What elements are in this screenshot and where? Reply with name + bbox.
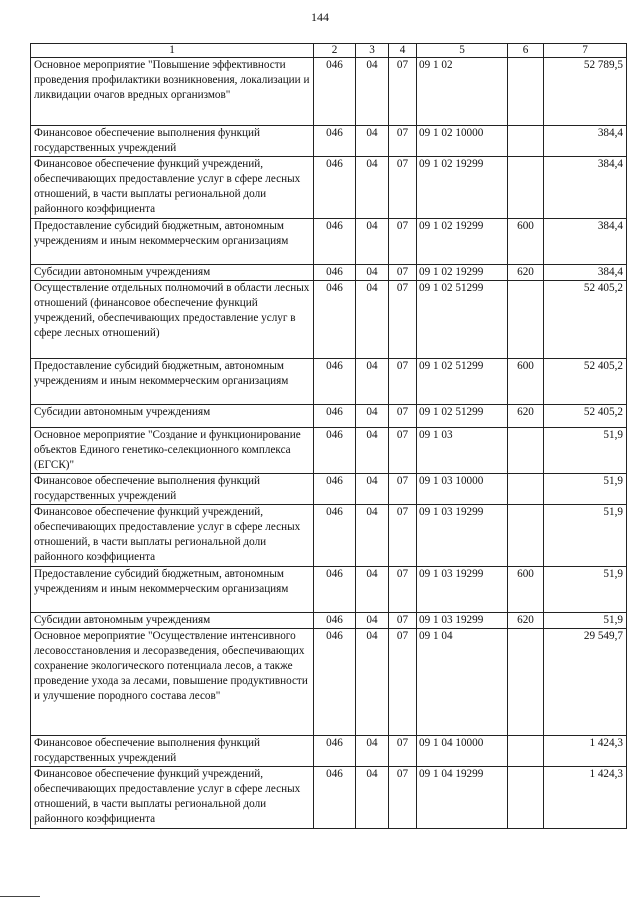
row-name-cell: Субсидии автономным учреждениям — [31, 265, 314, 281]
row-name-cell: Предоставление субсидий бюджетным, автономным учреждениям и иным некоммерческим организациям — [31, 567, 314, 613]
row-name-cell: Основное мероприятие "Повышение эффективности проведения профилактики возникновения, локализации и ликвидации очагов вредных организмов" — [31, 58, 314, 126]
table-row — [31, 736, 627, 767]
target-article-cell: 09 1 02 10000 — [417, 126, 508, 157]
expense-type-cell — [508, 629, 544, 736]
expense-type-cell — [508, 126, 544, 157]
expense-type-cell: 600 — [508, 567, 544, 613]
expense-type-cell: 600 — [508, 359, 544, 405]
table-row — [31, 359, 627, 405]
target-article-cell: 09 1 02 51299 — [417, 405, 508, 428]
section-code-cell: 04 — [356, 157, 389, 219]
table-row — [31, 281, 627, 359]
section-code-cell: 04 — [356, 281, 389, 359]
budget-table-body — [31, 44, 627, 829]
ved-code-cell: 046 — [314, 265, 356, 281]
expense-type-cell: 620 — [508, 405, 544, 428]
ved-code-cell: 046 — [314, 567, 356, 613]
target-article-cell: 09 1 02 — [417, 58, 508, 126]
section-code-cell: 04 — [356, 767, 389, 829]
amount-cell: 51,9 — [544, 428, 627, 474]
target-article-cell: 09 1 02 19299 — [417, 157, 508, 219]
expense-type-cell — [508, 505, 544, 567]
section-code-cell: 04 — [356, 359, 389, 405]
expense-type-cell — [508, 474, 544, 505]
section-code-cell: 04 — [356, 736, 389, 767]
ved-code-cell: 046 — [314, 736, 356, 767]
section-code-cell: 04 — [356, 629, 389, 736]
table-row — [31, 428, 627, 474]
amount-cell: 51,9 — [544, 567, 627, 613]
expense-type-cell — [508, 736, 544, 767]
row-name-cell: Финансовое обеспечение выполнения функций государственных учреждений — [31, 474, 314, 505]
amount-cell: 51,9 — [544, 505, 627, 567]
column-header: 6 — [508, 44, 544, 58]
ved-code-cell: 046 — [314, 767, 356, 829]
ved-code-cell: 046 — [314, 613, 356, 629]
ved-code-cell: 046 — [314, 219, 356, 265]
amount-cell: 29 549,7 — [544, 629, 627, 736]
table-row — [31, 157, 627, 219]
ved-code-cell: 046 — [314, 474, 356, 505]
subsection-code-cell: 07 — [389, 428, 417, 474]
row-name-cell: Предоставление субсидий бюджетным, автономным учреждениям и иным некоммерческим организациям — [31, 359, 314, 405]
row-name-cell: Финансовое обеспечение выполнения функций государственных учреждений — [31, 736, 314, 767]
expense-type-cell: 620 — [508, 265, 544, 281]
row-name-cell: Финансовое обеспечение выполнения функций государственных учреждений — [31, 126, 314, 157]
amount-cell: 51,9 — [544, 613, 627, 629]
row-name-cell: Основное мероприятие "Осуществление интенсивного лесовосстановления и лесоразведения, обеспечивающих сохранение экологического потенциала лесов, а также проведение ухода за лесами, повышение продуктивности и улучшение породного состава лесов" — [31, 629, 314, 736]
ved-code-cell: 046 — [314, 505, 356, 567]
target-article-cell: 09 1 03 19299 — [417, 613, 508, 629]
expense-type-cell — [508, 767, 544, 829]
amount-cell: 52 405,2 — [544, 405, 627, 428]
section-code-cell: 04 — [356, 505, 389, 567]
table-header-row — [31, 44, 627, 58]
target-article-cell: 09 1 03 — [417, 428, 508, 474]
subsection-code-cell: 07 — [389, 126, 417, 157]
row-name-cell: Основное мероприятие "Создание и функционирование объектов Единого генетико-селекционного комплекса (ЕГСК)" — [31, 428, 314, 474]
section-code-cell: 04 — [356, 58, 389, 126]
table-row — [31, 567, 627, 613]
footer-line — [0, 896, 40, 897]
section-code-cell: 04 — [356, 428, 389, 474]
section-code-cell: 04 — [356, 405, 389, 428]
subsection-code-cell: 07 — [389, 157, 417, 219]
subsection-code-cell: 07 — [389, 405, 417, 428]
section-code-cell: 04 — [356, 219, 389, 265]
ved-code-cell: 046 — [314, 629, 356, 736]
table-row — [31, 265, 627, 281]
row-name-cell: Финансовое обеспечение функций учреждений, обеспечивающих предоставление услуг в сфере лесных отношений, в части выплаты региональной доли районного коэффициента — [31, 505, 314, 567]
column-header: 2 — [314, 44, 356, 58]
target-article-cell: 09 1 02 19299 — [417, 265, 508, 281]
table-row — [31, 405, 627, 428]
ved-code-cell: 046 — [314, 58, 356, 126]
table-row — [31, 474, 627, 505]
table-row — [31, 58, 627, 126]
amount-cell: 1 424,3 — [544, 767, 627, 829]
target-article-cell: 09 1 04 10000 — [417, 736, 508, 767]
subsection-code-cell: 07 — [389, 613, 417, 629]
subsection-code-cell: 07 — [389, 281, 417, 359]
target-article-cell: 09 1 03 19299 — [417, 505, 508, 567]
ved-code-cell: 046 — [314, 359, 356, 405]
expense-type-cell — [508, 428, 544, 474]
column-header: 7 — [544, 44, 627, 58]
column-header: 5 — [417, 44, 508, 58]
table-row — [31, 126, 627, 157]
budget-table — [30, 43, 627, 829]
column-header: 1 — [31, 44, 314, 58]
section-code-cell: 04 — [356, 126, 389, 157]
subsection-code-cell: 07 — [389, 767, 417, 829]
ved-code-cell: 046 — [314, 428, 356, 474]
subsection-code-cell: 07 — [389, 219, 417, 265]
amount-cell: 51,9 — [544, 474, 627, 505]
table-row — [31, 629, 627, 736]
subsection-code-cell: 07 — [389, 474, 417, 505]
subsection-code-cell: 07 — [389, 58, 417, 126]
row-name-cell: Финансовое обеспечение функций учреждений, обеспечивающих предоставление услуг в сфере лесных отношений, в части выплаты региональной доли районного коэффициента — [31, 767, 314, 829]
target-article-cell: 09 1 04 — [417, 629, 508, 736]
amount-cell: 384,4 — [544, 265, 627, 281]
amount-cell: 384,4 — [544, 157, 627, 219]
target-article-cell: 09 1 02 51299 — [417, 281, 508, 359]
amount-cell: 52 405,2 — [544, 281, 627, 359]
row-name-cell: Субсидии автономным учреждениям — [31, 405, 314, 428]
amount-cell: 384,4 — [544, 126, 627, 157]
ved-code-cell: 046 — [314, 281, 356, 359]
subsection-code-cell: 07 — [389, 505, 417, 567]
target-article-cell: 09 1 04 19299 — [417, 767, 508, 829]
expense-type-cell: 620 — [508, 613, 544, 629]
amount-cell: 1 424,3 — [544, 736, 627, 767]
ved-code-cell: 046 — [314, 405, 356, 428]
section-code-cell: 04 — [356, 474, 389, 505]
column-header: 4 — [389, 44, 417, 58]
section-code-cell: 04 — [356, 567, 389, 613]
amount-cell: 384,4 — [544, 219, 627, 265]
subsection-code-cell: 07 — [389, 265, 417, 281]
section-code-cell: 04 — [356, 613, 389, 629]
expense-type-cell: 600 — [508, 219, 544, 265]
subsection-code-cell: 07 — [389, 567, 417, 613]
row-name-cell: Предоставление субсидий бюджетным, автономным учреждениям и иным некоммерческим организациям — [31, 219, 314, 265]
target-article-cell: 09 1 02 19299 — [417, 219, 508, 265]
amount-cell: 52 405,2 — [544, 359, 627, 405]
page-number: 144 — [311, 10, 329, 24]
expense-type-cell — [508, 281, 544, 359]
ved-code-cell: 046 — [314, 157, 356, 219]
expense-type-cell — [508, 58, 544, 126]
amount-cell: 52 789,5 — [544, 58, 627, 126]
target-article-cell: 09 1 03 10000 — [417, 474, 508, 505]
table-row — [31, 613, 627, 629]
subsection-code-cell: 07 — [389, 359, 417, 405]
table-row — [31, 505, 627, 567]
ved-code-cell: 046 — [314, 126, 356, 157]
subsection-code-cell: 07 — [389, 629, 417, 736]
target-article-cell: 09 1 03 19299 — [417, 567, 508, 613]
row-name-cell: Осуществление отдельных полномочий в области лесных отношений (финансовое обеспечение функций учреждений, обеспечивающих предоставление услуг в сфере лесных отношений) — [31, 281, 314, 359]
row-name-cell: Субсидии автономным учреждениям — [31, 613, 314, 629]
expense-type-cell — [508, 157, 544, 219]
table-row — [31, 219, 627, 265]
column-header: 3 — [356, 44, 389, 58]
subsection-code-cell: 07 — [389, 736, 417, 767]
section-code-cell: 04 — [356, 265, 389, 281]
row-name-cell: Финансовое обеспечение функций учреждений, обеспечивающих предоставление услуг в сфере лесных отношений, в части выплаты региональной доли районного коэффициента — [31, 157, 314, 219]
target-article-cell: 09 1 02 51299 — [417, 359, 508, 405]
table-row — [31, 767, 627, 829]
